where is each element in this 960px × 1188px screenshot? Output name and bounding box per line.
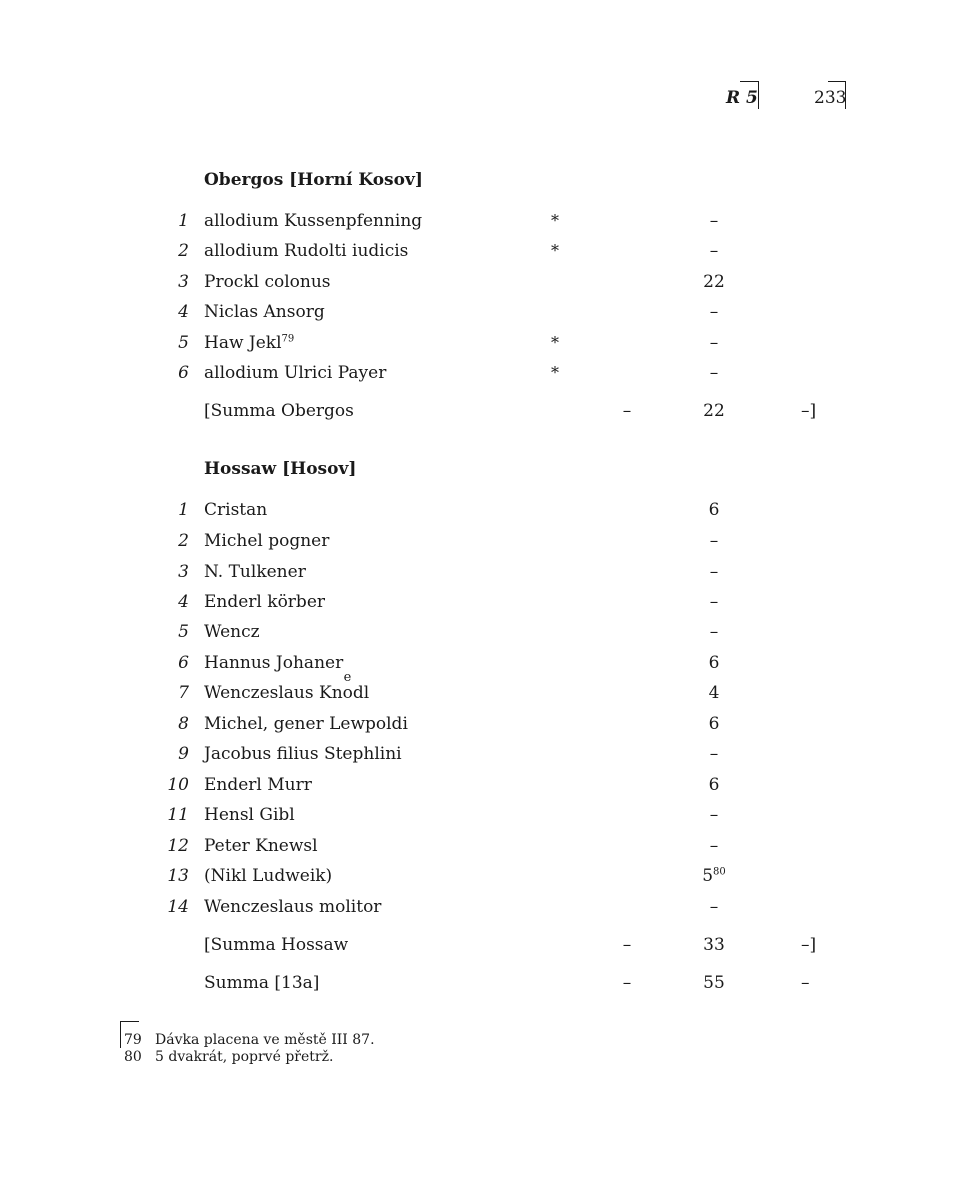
row-name <box>204 670 370 703</box>
row-value: – <box>709 744 719 764</box>
row-number: 11 <box>167 805 189 825</box>
total-col3: – <box>801 973 810 993</box>
row-value: – <box>709 592 719 612</box>
row-value: – <box>709 836 719 856</box>
row-name: allodium Ulrici Payer <box>204 363 387 383</box>
row-number: 6 <box>178 363 189 383</box>
total-label: Summa [13a] <box>204 973 320 993</box>
row-number: 14 <box>167 897 189 917</box>
row-name: Wencz <box>204 622 260 642</box>
row-value: – <box>709 302 719 322</box>
page-number-corner-mark <box>828 81 846 109</box>
summa-label: [Summa Obergos <box>204 401 354 421</box>
section-code: R 5 <box>726 88 758 108</box>
row-number: 4 <box>178 302 189 322</box>
row-name: Hensl Gibl <box>204 805 295 825</box>
row-mark: * <box>551 333 559 352</box>
row-name <box>204 333 294 353</box>
row-value: 22 <box>703 272 725 292</box>
row-name: allodium Rudolti iudicis <box>204 241 409 261</box>
row-name: Jacobus filius Stephlini <box>204 744 402 764</box>
section-title-obergos: Obergos [Horní Kosov] <box>204 170 423 190</box>
row-name: Hannus Johaner <box>204 653 344 673</box>
row-name: Niclas Ansorg <box>204 302 325 322</box>
row-number: 5 <box>178 333 189 353</box>
summa-col2: 22 <box>703 401 725 421</box>
row-mark: * <box>551 211 559 230</box>
row-number: 7 <box>178 683 189 703</box>
row-value: – <box>709 805 719 825</box>
row-name: Enderl körber <box>204 592 326 612</box>
footnote-text: 5 dvakrát, poprvé přetrž. <box>155 1049 334 1065</box>
row-name: Michel, gener Lewpoldi <box>204 714 408 734</box>
row-value-text: 5 <box>702 866 714 886</box>
row-name: allodium Kussenpfenning <box>204 211 423 231</box>
row-number: 12 <box>167 836 189 856</box>
footnote-ref-80: 80 <box>713 866 726 878</box>
row-value: – <box>709 897 719 917</box>
row-value: 6 <box>708 653 720 673</box>
row-number: 10 <box>167 775 189 795</box>
summa-col1: – <box>622 401 632 421</box>
superscript-e: e <box>343 670 352 685</box>
row-name: (Nikl Ludweik) <box>204 866 333 886</box>
section-code-corner-mark <box>740 81 759 109</box>
row-value: 6 <box>708 775 720 795</box>
total-col2: 55 <box>703 973 725 993</box>
row-number: 3 <box>178 562 189 582</box>
row-number: 5 <box>178 622 189 642</box>
page-number: 233 <box>814 88 847 108</box>
row-name: N. Tulkener <box>204 562 306 582</box>
row-number: 6 <box>178 653 189 673</box>
row-value: – <box>709 241 719 261</box>
row-number: 2 <box>178 531 189 551</box>
row-number: 13 <box>167 866 189 886</box>
row-value: – <box>709 363 719 383</box>
row-name: Prockl colonus <box>204 272 331 292</box>
row-number: 1 <box>178 500 189 520</box>
row-name-text: Haw Jekl <box>204 333 282 353</box>
footnote-number: 79 <box>124 1032 142 1048</box>
summa-col3: –] <box>801 935 817 955</box>
row-name-text: Wenczeslaus Kn <box>204 683 343 703</box>
row-name: Wenczeslaus molitor <box>204 897 382 917</box>
total-col1: – <box>622 973 632 993</box>
summa-col3: –] <box>801 401 817 421</box>
row-name: Cristan <box>204 500 268 520</box>
letter-o: o <box>342 683 353 703</box>
row-name-text-end: dl <box>352 683 370 703</box>
row-value: – <box>709 211 719 231</box>
summa-label: [Summa Hossaw <box>204 935 349 955</box>
row-value: 4 <box>708 683 720 703</box>
row-value: – <box>709 622 719 642</box>
section-title-hossaw: Hossaw [Hosov] <box>204 459 357 479</box>
row-value: 6 <box>708 714 720 734</box>
row-mark: * <box>551 241 559 260</box>
footnote-text: Dávka placena ve městě III 87. <box>155 1032 375 1048</box>
o-with-superscript-e <box>342 670 353 703</box>
row-value: – <box>709 562 719 582</box>
row-number: 4 <box>178 592 189 612</box>
row-name: Peter Knewsl <box>204 836 318 856</box>
summa-col2: 33 <box>703 935 725 955</box>
row-number: 8 <box>178 714 189 734</box>
row-value: – <box>709 333 719 353</box>
row-name: Michel pogner <box>204 531 330 551</box>
row-number: 1 <box>178 211 189 231</box>
summa-col1: – <box>622 935 632 955</box>
row-number: 2 <box>178 241 189 261</box>
row-value: 6 <box>708 500 720 520</box>
row-value: – <box>709 531 719 551</box>
footnote-ref-79: 79 <box>281 333 295 345</box>
row-value <box>694 866 734 886</box>
row-number: 9 <box>178 744 189 764</box>
row-name: Enderl Murr <box>204 775 312 795</box>
footnote-number: 80 <box>124 1049 142 1065</box>
row-mark: * <box>551 363 559 382</box>
row-number: 3 <box>178 272 189 292</box>
